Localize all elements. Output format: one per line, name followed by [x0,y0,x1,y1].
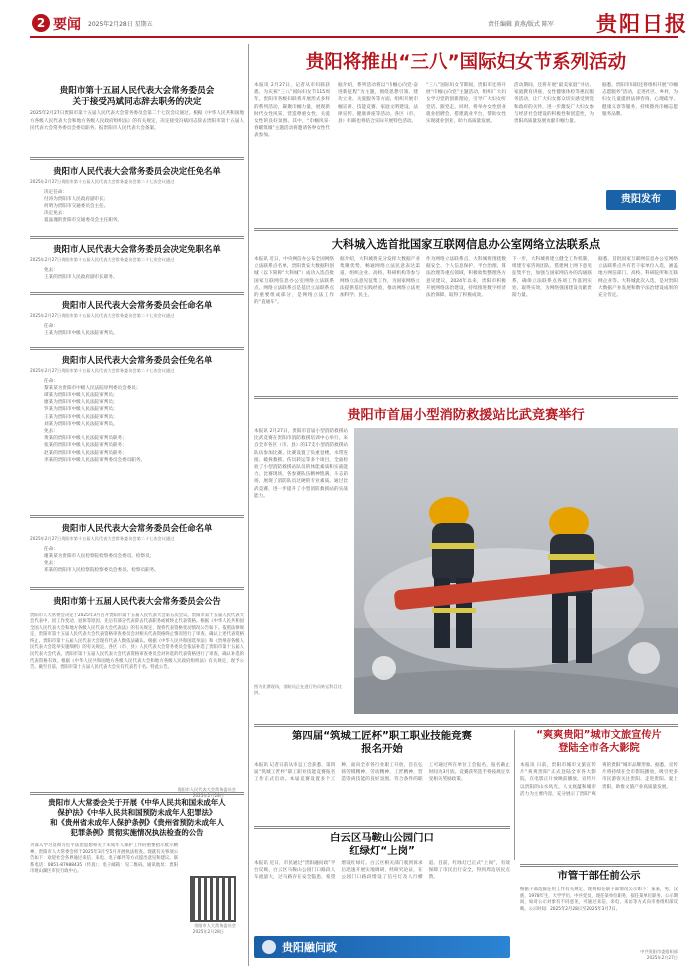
story-body: 本报讯 2月27日，贵阳市首届小型消防救援站比武竞赛在贵阳市消防救援培训中心举行。来自全市各区（市、县）的17支小型消防救援站队伍参加比赛。比赛设置了负重登楼、水带连接、破拆救援、伤员转运等多个项目，全面检验了小型消防救援站队员的体能素质和实战能力。比赛现场，各参赛队伍精神饱满、斗志昂扬，展现了消防队员过硬的专业素质。通过比武竞赛，进一步提升了小型消防救援站的实战能力。 [254,429,348,499]
notice-body: 为深入学习贯彻习近平法治思想和关于未成年人保护工作的重要指示批示精神，贵阳市人大常委会将于2025年3月至5月开展执法检查。现就有关事项公告如下：欢迎社会各界通过来信、来电、电子邮件等方式提出意见和建议。联系电话：0851-87988435（传真）；电子邮箱：见二维码。通讯地址：贵阳市观山湖区市民行政中心。 [30,843,178,875]
notice-meta: 2025年2月27日贵阳市第十五届人民代表大会常务委员会第二十七次会议通过 [30,535,175,541]
section-divider [30,587,244,590]
dismissal-list [30,244,244,283]
notice-title-line: 贵阳市第十五届人民代表大会常务委员会 [59,86,215,96]
resignation-notice [30,86,244,136]
page-number: 2 [36,16,46,30]
inner-divider [514,730,515,860]
notice-body: 贵阳市人大常委会决定于2025年3月召开贵阳市第十五届人民代表大会第五次会议。贵阳市第十五届人民代表大会代表中，因工作变动、退休等原因，先后有部分代表辞去代表职务或被终止代表资格。根据《中华人民共和国全国人民代表大会和地方各级人民代表大会代表法》的有关规定，现将代表资格变动情况公告如下。依照法律规定，贵阳市第十五届人民代表大会代表资格审查委员会对相关代表资格终止情况进行了审查，确认上述代表资格终止。贵阳市第十五届人民代表大会现有代表人数依法确认。根据《中华人民共和国选举法》和《贵州省各级人民代表大会选举实施细则》的有关规定，各区（市、县）人民代表大会常务委员会依法补选了贵阳市第十五届人民代表大会代表。贵阳市第十五届人民代表大会代表资格审查委员会对补选的代表资格进行了审查，确认补选的代表资格有效。根据《中华人民共和国地方各级人民代表大会和地方各级人民政府组织法》有关规定，现予公告。截至目前，贵阳市第十五届人民代表大会实有代表若干名。特此公告。 [30,612,244,671]
appointment-list-1 [30,166,244,227]
story6-body: 本报讯 近日，市民通过“贵阳融问政”平台反映，白云区马鞍山公园门口路段人车流量大，过马路存在安全隐患，希望增设红绿灯。白云区相关部门收到诉求后迅速开展实地调研，经研究论证，在公园门口路段增设了信号灯及人行横道。目前，红绿灯已正式“上岗”，有效保障了市民出行安全，得到周边居民点赞。 [254,861,510,881]
masthead-rule [30,36,678,38]
ribbon-icon [262,940,276,954]
appointment-list-2 [30,300,244,339]
notice-title-line: 贵阳市人大常委会关于开展《中华人民共和国未成年人 [48,798,226,807]
committee-announcement [30,596,244,799]
fire-photo [354,428,678,714]
notice-meta: 2025年2月27日贵阳市第十五届人民代表大会常务委员会第二十七次会议通过 [30,178,175,184]
law-inspection-notice [30,798,244,935]
ribbon-label: 贵阳融问政 [282,941,337,954]
story-headline-line[interactable]: “爽爽贵阳”城市文旅宣传片 [536,730,662,741]
notice-title: 贵阳市人民代表大会常务委员会任免名单 [61,355,213,365]
page-number-badge [32,14,50,32]
photo-caption: 图为比赛现场，消防员正在进行伤员转运科目比拼。 [254,684,342,695]
notice-title-line: 关于接受冯斌同志辞去职务的决定 [72,96,202,107]
section-divider [520,864,678,867]
notice-title: 贵阳市第十五届人民代表大会常务委员会公告 [53,596,221,606]
section-divider [30,515,244,518]
notice-meta: 2025年2月27日贵阳市第十五届人民代表大会常务委员会第二十七次会议通过 [30,367,175,373]
notice-meta: 2025年2月27日贵阳市第十五届人民代表大会常务委员会第二十七次会议通过 [30,256,175,262]
story-headline[interactable]: 大科城入选首批国家互联网信息办公室网络立法联系点 [331,238,601,251]
section-divider [254,228,678,231]
news-ribbon[interactable] [254,936,510,958]
section-divider [254,724,678,727]
column-divider [248,44,249,966]
notice-title-line: 和《贵州省未成年人保护条例》《贵州省预防未成年人 [50,818,224,827]
notice-title: 贵阳市人民代表大会常务委员会任命名单 [61,300,213,310]
signature-date: 2025年2月27日 [646,955,678,960]
story-headline[interactable]: 贵阳市首届小型消防救援站比武竞赛举行 [347,408,585,423]
notice-body: 免去： 王某的贵阳市人民政府副市长职务。 [44,267,118,280]
paper-logo: 贵阳日报 [596,11,688,36]
story-headline-line[interactable]: 红绿灯“上岗” [349,845,415,857]
masthead [0,0,700,40]
lead-body-col-2: 据介绍，系列活动将以“巾帼心向党·奋进新征程”为主题，围绕思想引领、建功立业、关爱服务等方面，组织开展巾帼宣讲、技能竞赛、家庭文明建设、法律宣传、健康讲座等活动。各区（市、县）妇联也将结合实际开展特色活动。 [338,83,418,125]
story-headline-line[interactable]: 白云区马鞍山公园门口 [330,832,434,844]
signature-date: 2025年2月28日 [192,792,224,798]
brand-badge [606,190,676,210]
story-cadre-notice [520,870,678,961]
story-headline-line[interactable]: 登陆全市各大影院 [558,742,640,754]
lead-story [254,44,678,227]
notice-body: 任命： 谢某某为贵阳市人民检察院检察委员会委员、检察员； 免去： 邓某的贵阳市人民检察院检察委员会委员、检察员职务。 [44,546,159,574]
left-column [30,42,244,967]
lead-headline[interactable]: 贵阳将推出“三八”国际妇女节系列活动 [305,52,627,73]
notice-title-line: 犯罪条例》贯彻实施情况执法检查的公告 [70,828,204,837]
story-headline-line[interactable]: 第四届“筑城工匠杯”职工职业技能竞赛 [292,730,472,742]
section-divider [30,236,244,239]
notice-body: 决定任命： 付涛为贵阳市人民政府副市长； 何明为贵阳市交通委员会主任。 决定免去： 夏晶瑰的贵阳市交通委员会主任职务。 [44,189,123,224]
appointment-list-4 [30,523,244,574]
brand-badge-label: 贵阳发布 [621,194,661,205]
notice-body: 任命： 王某为贵阳市中级人民法院审判员。 [44,323,118,336]
section-divider [30,792,244,795]
story-headline-line[interactable]: 报名开始 [361,743,403,755]
lead-body-col-5: 据悉，贵阳市妇联还将组织开展“巾帼志愿服务”活动，走进社区、乡村，为妇女儿童提供法律咨询、心理疏导、健康义诊等服务，持续擦亮巾帼志愿服务品牌。 [602,83,678,117]
notice-meta: 2025年2月27日贵阳市第十五届人民代表大会常务委员会第二十七次会议通过 [30,312,175,318]
notice-title: 贵阳市人民代表大会常务委员会决定任免名单 [53,166,221,176]
notice-title-line: 保护法》《中华人民共和国预防未成年人犯罪法》 [57,808,217,817]
section-name: 要闻 [53,17,81,33]
lead-body-col-3: “三八”国际妇女节期间，贵阳市还将开展“巾帼心向党”主题活动，组织广大妇女学习党的创新理论，引导广大妇女听党话、跟党走。同时，将举办女性创业就业招聘会，搭建就业平台，帮助女性实现就业创业，助力高质量发展。 [426,83,506,125]
signature-org: 贵阳市人大常务委员会 [194,923,236,928]
story-body-col-5: 据悉，首批国家互联网信息办公室网络立法联系点共有若干家单位入选，涵盖地方网信部门、高校、科研院所和互联网企业等。大科城此次入选，是对贵阳大数据产业发展和数字法治建设成果的充分肯定。 [598,257,678,299]
story-internet-office [254,234,678,394]
story5-body: 本报讯 日前，贵阳市城市文旅宣传片“爽爽贵阳”正式登陆全市各大影院，在电影正片放映前播放。宣传片以贵阳的山水风光、人文底蕴和城市活力为主要内容，充分展示了贵阳“爽爽的贵阳”城市品牌形象。据悉，宣传片将持续在全市影院播放，吸引更多市民游客关注贵阳、走进贵阳、爱上贵阳，助推文旅产业高质量发展。 [520,763,678,797]
story-body-col-1: 本报讯 近日，中央网信办公布全国网络立法联系点名单，贵阳贵安大数据科创城（以下简称“大科城”）成功入选首批国家互联网信息办公室网络立法联系点。网络立法联系点是基层立法联系点的重要组成部分，是网络立法工作的“直通车”。 [254,257,334,306]
section-divider [30,292,244,295]
lead-body-col-1: 本报讯 2月27日，记者从市妇联获悉，为庆祝“三八”国际妇女节115周年，贵阳市各级妇联将开展形式多样的系列活动，凝聚巾帼力量，展现新时代女性风采，营造尊重女性、关爱女性的良好氛围。其中，“巾帼风采·春暖筑城”主题活动将邀请各界女性代表参加。 [254,83,330,139]
story-body-col-3: 作为网络立法联系点，大科城将围绕数据安全、个人信息保护、平台治理、算法治理等重点领域，积极收集整理各方意见建议，2024年以来，贵阳市积极开展网络法治建设，持续推进数字经济法治保障，取得了积极成效。 [426,257,506,299]
story-body-col-4: 下一步，大科城将建立健全工作机制，组建专家咨询团队，搭建网上网下意见征集平台，加强与国家网信办的沟通联系，确保立法联系点各项工作落到实处、取得实效，为网络强国建设贡献贵阳力量。 [512,257,592,299]
section-divider [30,347,244,350]
editor-credits: 责任编辑 黄燕/版式 陈军 [488,21,554,28]
section-divider [254,826,510,829]
issue-date: 2025年2月28日 星期五 [88,21,153,28]
story4-body: 本报讯 记者日前从市总工会获悉，第四届“筑城工匠杯”职工职业技能竞赛报名工作正式启动。本届竞赛设置多个工种，面向全市各行业职工开放，旨在弘扬劳模精神、劳动精神、工匠精神，营造崇尚技能的良好氛围。符合条件的职工可通过所在单位工会报名，报名截止时间为3月底。竞赛获奖选手将按规定享受相关奖励政策。 [254,763,510,783]
signature-org: 中共贵阳市委组织部 [640,949,678,954]
notice-body: 2025年2月27日贵阳市第十五届人民代表大会常务委员会第二十七次会议通过。根据《中华人民共和国地方各级人民代表大会和地方各级人民政府组织法》的有关规定，决定接受冯斌同志辞去贵阳市第十五届人民代表大会常务委员会委员职务，报贵阳市人民代表大会备案。 [30,111,244,131]
notice-title: 贵阳市人民代表大会常务委员会任命名单 [61,523,213,533]
story-body-col-2: 据介绍，大科城将充分发挥大数据产业集聚优势，畅通网络立法民意表达渠道，组织企业、高校、科研机构等参与网络立法意见征集工作，为国家网络立法提供基层实践经验，推动网络立法更加科学、民主。 [340,257,420,299]
lead-body-col-4: 活动期间，还将开展“最美家庭”寻访、家庭教育讲座、女性健康体检等惠民服务活动，让广大妇女群众切实感受到党和政府的关怀，进一步激发广大妇女参与经济社会建设的积极性和创造性，为贵阳高质量发展贡献巾帼力量。 [514,83,594,125]
story-traffic-light [254,832,510,858]
signature-org: 贵阳市人民代表大会常务委员会 [177,786,236,792]
story-city-promo-film [520,730,678,756]
qr-code[interactable] [190,876,236,922]
story-headline[interactable]: 市管干部任前公示 [557,870,641,882]
notice-title: 贵阳市人民代表大会常务委员会决定免职名单 [53,244,221,254]
signature-date: 2025年2月28日 [192,929,224,934]
story7-body: 根据干部选拔任用工作有关规定，现将拟任职干部情况公示如下：某某，男，汉族，1978年生，大学学历，中共党员，现任某单位职务，拟任某单位职务。公示期间，如对公示对象有不同意见，可通过来信、来电、来访等方式向市委组织部反映。公示时间：2025年2月28日至2025年3月7日。 [520,887,678,912]
section-divider [30,157,244,160]
section-divider [254,396,678,399]
notice-body: 任命： 黎某某为贵阳市中级人民法院审判委员会委员； 谭某为贵阳市中级人民法院审判员； 廖某为贵阳市中级人民法院审判员； 罗某为贵阳市中级人民法院审判员； 王某为贵阳市中级人民法院审判员； 刘某为贵阳市中级人民法院审判员。 免去： 黄某的贵阳市中级人民法院审判员职务； 张某的贵阳市中级人民法院审判员职务； 赵某的贵阳市中级人民法院审判员职务； 李某的贵阳市中级人民法院审判委员会委员职务。 [44,378,146,463]
story-fire-competition [254,402,678,722]
appointment-list-3 [30,355,244,478]
firefighters-illustration [354,428,678,714]
